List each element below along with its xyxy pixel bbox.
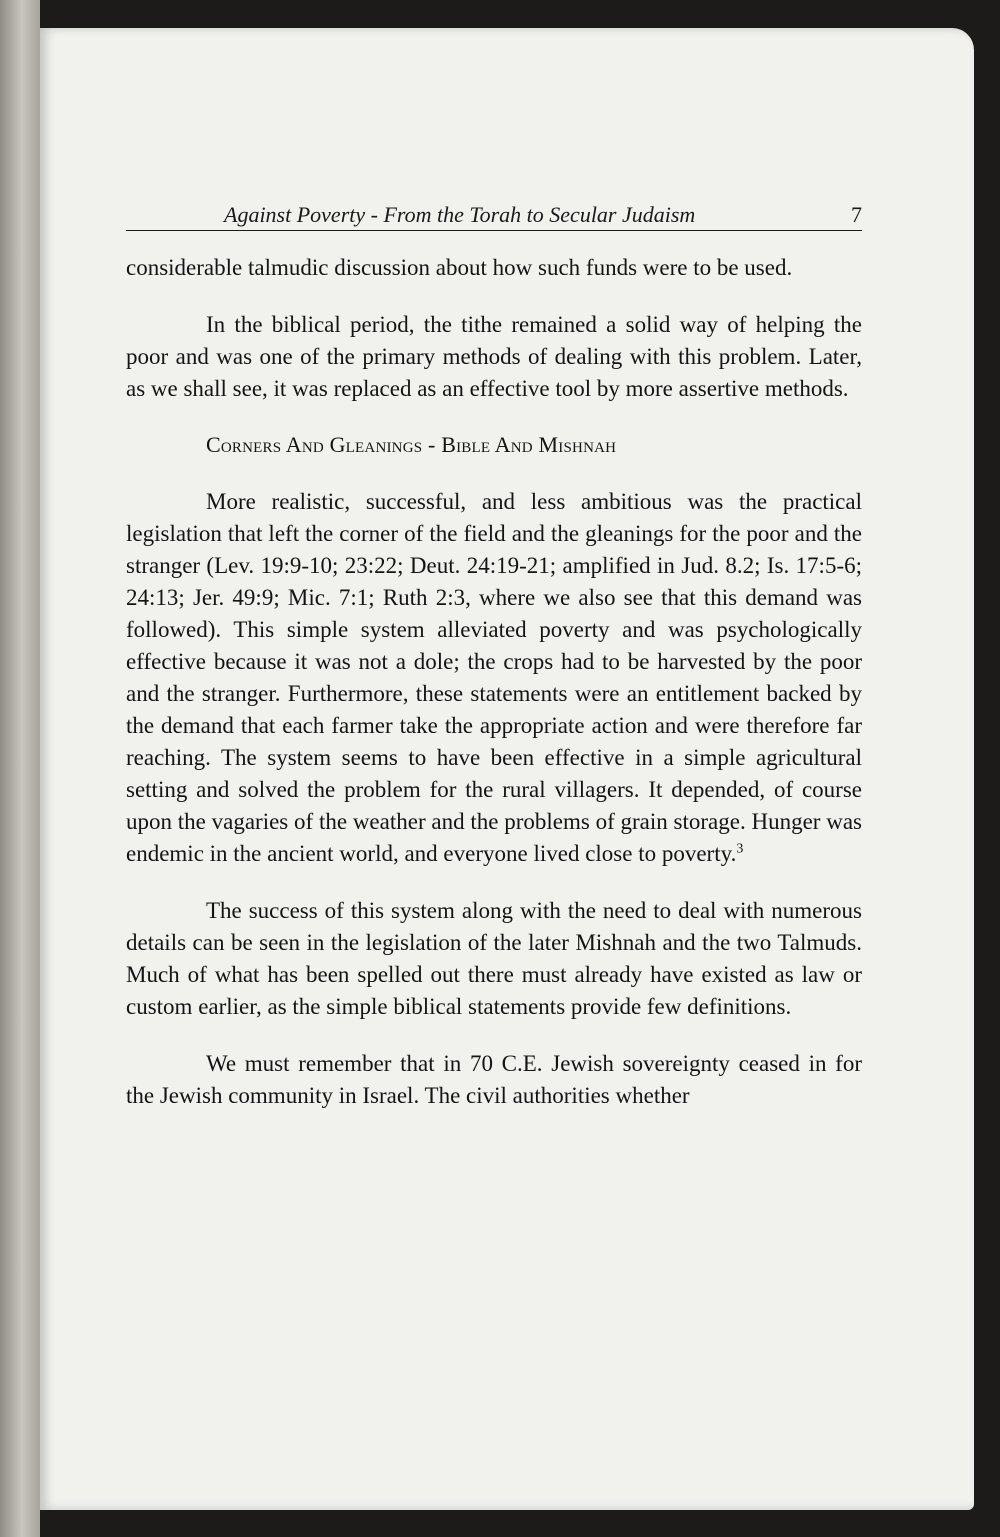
section-heading: Corners And Gleanings - Bible And Mishnah xyxy=(206,432,617,457)
paragraph-tithe: In the biblical period, the tithe remained a solid way of helping the poor and was one of the primary methods of dealing with this problem. Later, as we shall see, it was replaced as an effective tool by more assertive methods. xyxy=(126,312,862,401)
paragraph-corners-gleanings-text: More realistic, successful, and less ambitious was the practical legislation that left the corner of the field and the gleanings for the poor and the stranger (Lev. 19:9-10; 23:22; Deut. 24:19-21; amplified in Jud. 8.2; Is. 17:5-6; 24:13; Jer. 49:9; Mic. 7:1; Ruth 2:3, where we also see that this demand was followed). This simple system alleviated poverty and was psychologically effective because it was not a dole; the crops had to be harvested by the poor and the stranger. Furthermore, these statements were an entitlement backed by the demand that each farmer take the appropriate action and were therefore far reaching. The system seems to have been effective in a simple agricultural setting and solved the problem for the rural villagers. It depended, of course upon the vagaries of the weather and the problems of grain storage. Hunger was endemic in the ancient world, and everyone lived close to poverty. xyxy=(126,489,862,866)
paragraph-sovereignty: We must remember that in 70 C.E. Jewish sovereignty ceased in for the Jewish community in Israel. The civil authorities whether xyxy=(126,1051,862,1108)
facing-page-edge xyxy=(0,0,40,1537)
footnote-marker: 3 xyxy=(736,841,744,857)
running-header xyxy=(126,196,862,231)
paragraph-corners-gleanings xyxy=(126,486,862,870)
body-text xyxy=(126,252,862,1137)
running-title: Against Poverty - From the Torah to Secular Judaism xyxy=(224,202,696,227)
paragraph-continued: considerable talmudic discussion about how such funds were to be used. xyxy=(126,255,793,280)
book-page xyxy=(40,28,974,1510)
page-number: 7 xyxy=(851,202,862,227)
paragraph-mishnah-talmuds: The success of this system along with the need to deal with numerous details can be seen in the legislation of the later Mishnah and the two Talmuds. Much of what has been spelled out there must already have existed as law or custom earlier, as the simple biblical statements provide few definitions. xyxy=(126,898,862,1019)
